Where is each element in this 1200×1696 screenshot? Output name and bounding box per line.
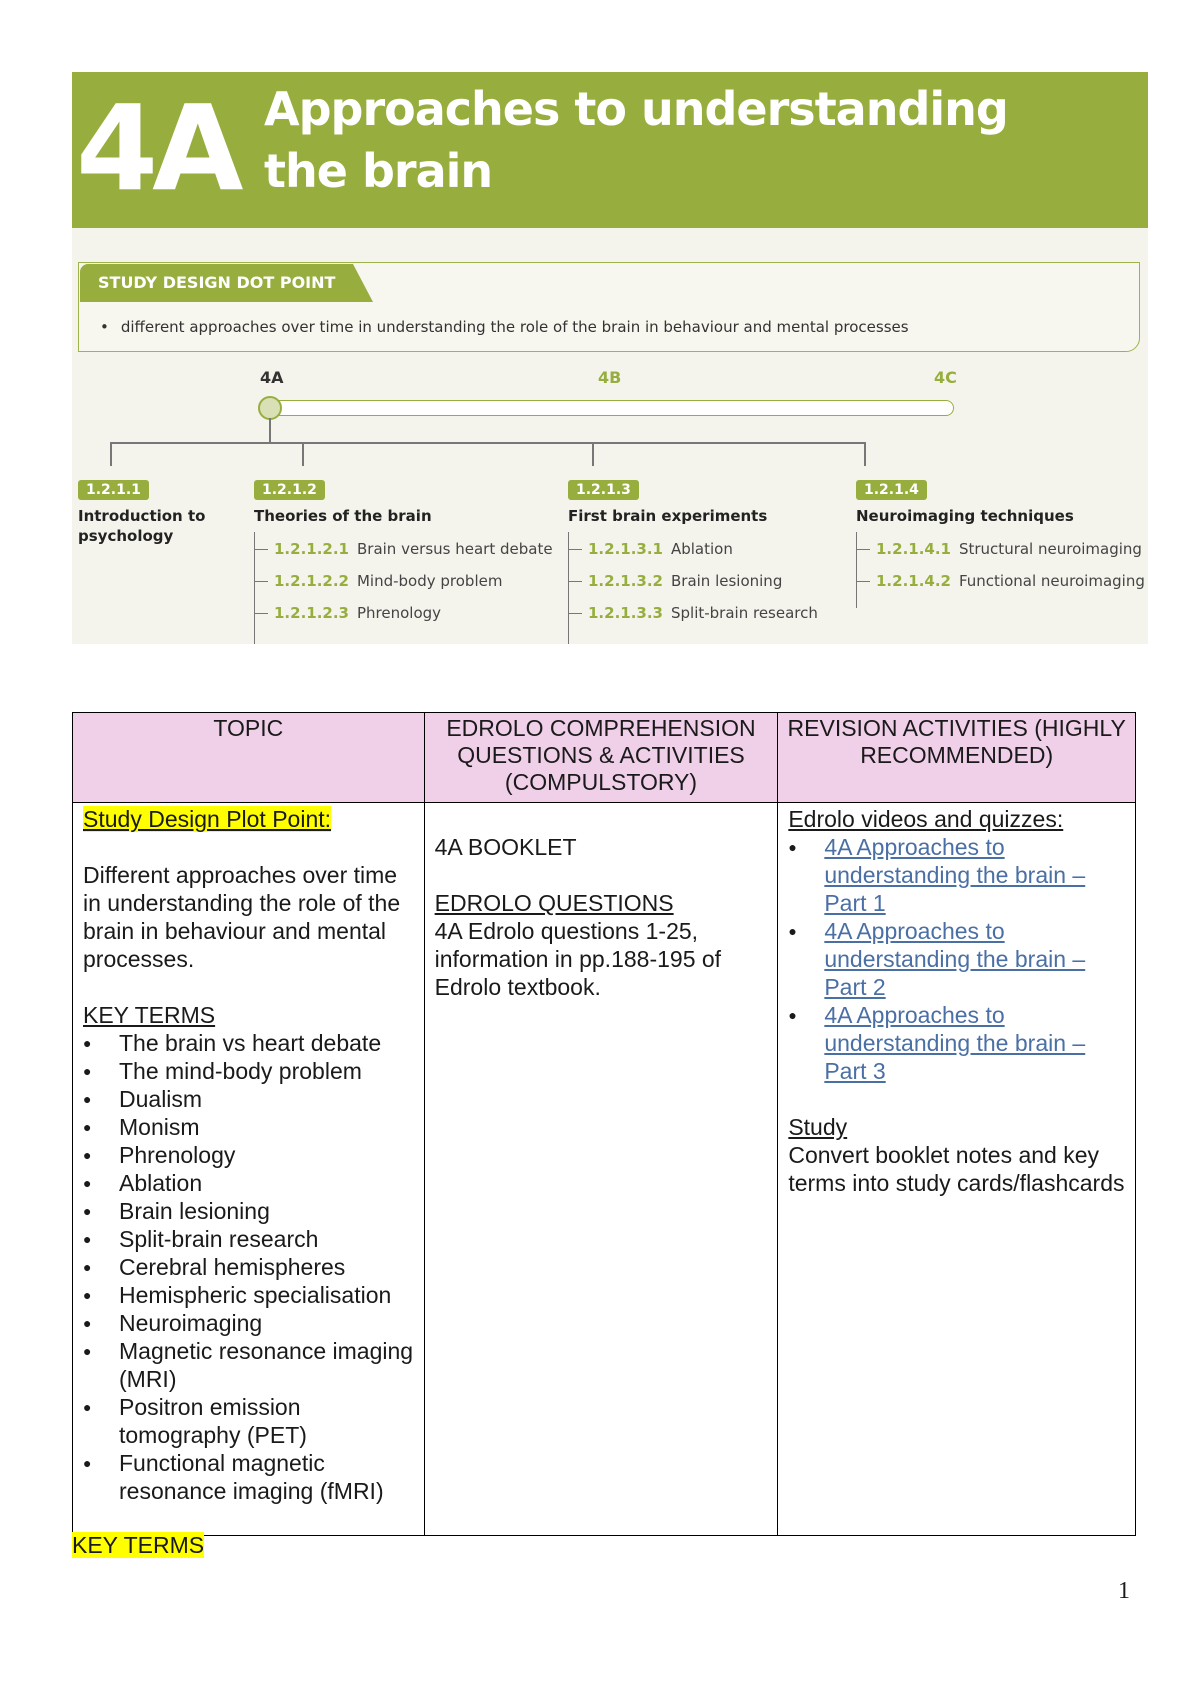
key-terms-section-heading bbox=[72, 1532, 204, 1559]
sub-topic bbox=[856, 540, 1145, 558]
sub-topic-code: 1.2.1.3.2 bbox=[588, 572, 663, 590]
key-term: ● Functional magnetic resonance imaging (fMRI) bbox=[119, 1449, 414, 1505]
connector-line bbox=[864, 442, 866, 466]
sub-topic bbox=[568, 540, 818, 558]
chapter-title-line-1: Approaches to understanding bbox=[264, 82, 1008, 136]
header-edrolo: EDROLO COMPREHENSION QUESTIONS & ACTIVITIES (COMPULSTORY) bbox=[424, 713, 778, 803]
header-topic: TOPIC bbox=[73, 713, 425, 803]
header-revision: REVISION ACTIVITIES (HIGHLY RECOMMENDED) bbox=[778, 713, 1136, 803]
branch-code-badge: 1.2.1.1 bbox=[78, 480, 149, 500]
sub-topic bbox=[568, 604, 818, 622]
sub-topic bbox=[254, 604, 553, 622]
progress-label-4c: 4C bbox=[934, 368, 957, 387]
chapter-code: 4A bbox=[76, 79, 238, 217]
page-number: 1 bbox=[1118, 1578, 1130, 1604]
key-term: ● Neuroimaging bbox=[119, 1309, 414, 1337]
sub-topic bbox=[568, 572, 818, 590]
connector-line bbox=[302, 442, 304, 466]
video-list-item bbox=[824, 1001, 1125, 1085]
sub-topic-label: Brain versus heart debate bbox=[356, 540, 553, 558]
video-link-part-3[interactable]: 4A Approaches to understanding the brain – Part 3 bbox=[824, 1002, 1086, 1084]
key-term: ● Magnetic resonance imaging (MRI) bbox=[119, 1337, 414, 1393]
video-list-item bbox=[824, 833, 1125, 917]
branch-1-2-1-2 bbox=[254, 480, 553, 622]
branch-1-2-1-1 bbox=[78, 480, 208, 546]
sub-topic-connector bbox=[254, 532, 255, 644]
key-term: ● The brain vs heart debate bbox=[119, 1029, 414, 1057]
connector-line bbox=[110, 442, 112, 466]
edrolo-questions-text: 4A Edrolo questions 1-25, information in pp.188-195 of Edrolo textbook. bbox=[434, 918, 722, 1000]
sub-topic-code: 1.2.1.4.2 bbox=[876, 572, 951, 590]
edrolo-questions-heading: EDROLO QUESTIONS bbox=[434, 890, 674, 916]
revision-cell bbox=[778, 803, 1136, 1536]
progress-track bbox=[262, 400, 954, 416]
sub-topic bbox=[254, 540, 553, 558]
progress-label-4b: 4B bbox=[598, 368, 622, 387]
progress-marker bbox=[258, 396, 282, 420]
key-term: ● Brain lesioning bbox=[119, 1197, 414, 1225]
table-row bbox=[73, 803, 1136, 1536]
progress-label-4a: 4A bbox=[260, 368, 284, 387]
sub-topic-label: Structural neuroimaging bbox=[958, 540, 1142, 558]
chapter-title bbox=[264, 78, 1008, 202]
sub-topic-label: Ablation bbox=[670, 540, 733, 558]
study-design-dot-point: • different approaches over time in understanding the role of the brain in behaviour and mental processes bbox=[100, 318, 909, 336]
sub-topic-code: 1.2.1.2.1 bbox=[274, 540, 349, 558]
branch-code-badge: 1.2.1.2 bbox=[254, 480, 325, 500]
connector-line bbox=[110, 442, 866, 444]
video-link-part-2[interactable]: 4A Approaches to understanding the brain – Part 2 bbox=[824, 918, 1086, 1000]
sub-topic-code: 1.2.1.2.3 bbox=[274, 604, 349, 622]
connector-line bbox=[269, 418, 271, 442]
key-terms-highlight: KEY TERMS bbox=[72, 1532, 205, 1558]
chapter-banner bbox=[72, 72, 1148, 228]
sub-topic-label: Brain lesioning bbox=[670, 572, 783, 590]
key-term: ● Ablation bbox=[119, 1169, 414, 1197]
branch-title: Neuroimaging techniques bbox=[856, 507, 1074, 525]
sub-topic-label: Phrenology bbox=[356, 604, 442, 622]
sub-topic bbox=[254, 572, 553, 590]
connector-line bbox=[592, 442, 594, 466]
study-heading: Study bbox=[788, 1114, 848, 1140]
sub-topic bbox=[856, 572, 1145, 590]
sub-topic-label: Functional neuroimaging bbox=[958, 572, 1145, 590]
booklet-label: 4A BOOKLET bbox=[434, 834, 577, 860]
edrolo-cell bbox=[424, 803, 778, 1536]
key-term: ● Monism bbox=[119, 1113, 414, 1141]
branch-title: Introduction to psychology bbox=[78, 507, 206, 545]
sub-topic-code: 1.2.1.3.3 bbox=[588, 604, 663, 622]
video-link-part-1[interactable]: 4A Approaches to understanding the brain – Part 1 bbox=[824, 834, 1086, 916]
videos-heading: Edrolo videos and quizzes: bbox=[788, 806, 1064, 832]
study-plan-table bbox=[72, 712, 1136, 1536]
branch-title: First brain experiments bbox=[568, 507, 768, 525]
key-terms-heading: KEY TERMS bbox=[83, 1002, 216, 1028]
chapter-title-line-2: the brain bbox=[264, 144, 493, 198]
table-header-row bbox=[73, 713, 1136, 803]
sub-topic-label: Split-brain research bbox=[670, 604, 818, 622]
video-links-list bbox=[788, 833, 1125, 1085]
sub-topic-connector bbox=[856, 532, 857, 608]
sub-topic-label: Mind-body problem bbox=[356, 572, 503, 590]
sub-topic-connector bbox=[568, 532, 569, 644]
branch-code-badge: 1.2.1.4 bbox=[856, 480, 927, 500]
topic-cell bbox=[73, 803, 425, 1536]
branch-1-2-1-4 bbox=[856, 480, 1145, 590]
key-term: ● Phrenology bbox=[119, 1141, 414, 1169]
branch-1-2-1-3 bbox=[568, 480, 818, 622]
key-terms-list bbox=[83, 1029, 414, 1505]
branch-title: Theories of the brain bbox=[254, 507, 432, 525]
branch-code-badge: 1.2.1.3 bbox=[568, 480, 639, 500]
key-term: ● Hemispheric specialisation bbox=[119, 1281, 414, 1309]
sub-topic-code: 1.2.1.4.1 bbox=[876, 540, 951, 558]
sub-topic-code: 1.2.1.2.2 bbox=[274, 572, 349, 590]
study-design-tab: STUDY DESIGN DOT POINT bbox=[80, 264, 353, 302]
key-term: ● Positron emission tomography (PET) bbox=[119, 1393, 414, 1449]
key-term: ● The mind-body problem bbox=[119, 1057, 414, 1085]
video-list-item bbox=[824, 917, 1125, 1001]
sub-topic-code: 1.2.1.3.1 bbox=[588, 540, 663, 558]
key-term: ● Cerebral hemispheres bbox=[119, 1253, 414, 1281]
study-design-heading: Study Design Plot Point: bbox=[83, 806, 332, 832]
concept-map-panel bbox=[72, 228, 1148, 644]
key-term: ● Dualism bbox=[119, 1085, 414, 1113]
study-text: Convert booklet notes and key terms into study cards/flashcards bbox=[788, 1142, 1125, 1196]
key-term: ● Split-brain research bbox=[119, 1225, 414, 1253]
study-design-text: Different approaches over time in understanding the role of the brain in behaviour and mental processes. bbox=[83, 862, 401, 972]
